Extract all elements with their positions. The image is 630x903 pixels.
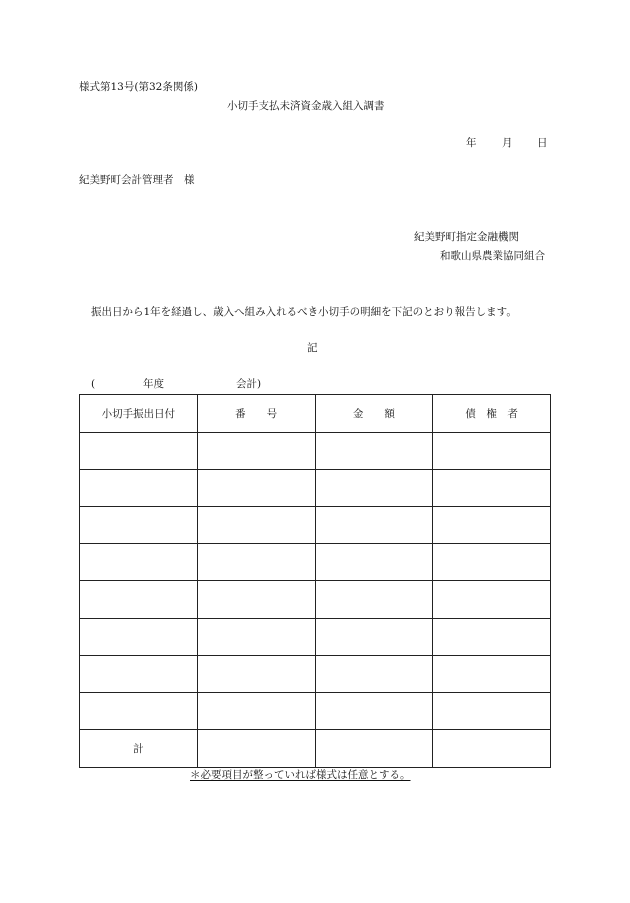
table-cell[interactable] — [80, 433, 198, 470]
form-number: 様式第13号(第32条関係) — [79, 81, 198, 93]
table-cell[interactable] — [80, 507, 198, 544]
table-cell[interactable] — [315, 507, 433, 544]
column-header-creditor: 債 権 者 — [433, 395, 551, 433]
table-cell[interactable] — [197, 655, 315, 692]
table-row — [80, 544, 551, 581]
fiscal-year-label: 年度 — [143, 378, 164, 390]
table-cell[interactable] — [80, 655, 198, 692]
total-cell[interactable] — [315, 729, 433, 767]
date-day-label: 日 — [537, 137, 548, 149]
footnote: ＊必要項目が整っていれば様式は任意とする。 — [190, 769, 411, 781]
table-cell[interactable] — [197, 581, 315, 618]
table-cell[interactable] — [433, 581, 551, 618]
table-cell[interactable] — [433, 618, 551, 655]
table-cell[interactable] — [80, 544, 198, 581]
table-cell[interactable] — [80, 618, 198, 655]
table-row — [80, 507, 551, 544]
body-text: 振出日から1年を経過し、歳入へ組み入れるべき小切手の明細を下記のとおり報告します。 — [91, 306, 517, 318]
table-cell[interactable] — [80, 581, 198, 618]
total-row — [80, 729, 551, 767]
total-cell[interactable] — [433, 729, 551, 767]
table-header-row — [80, 395, 551, 433]
table-cell[interactable] — [433, 507, 551, 544]
table-cell[interactable] — [197, 470, 315, 507]
table-row — [80, 692, 551, 729]
table-cell[interactable] — [197, 618, 315, 655]
table-cell[interactable] — [197, 507, 315, 544]
table-cell[interactable] — [197, 544, 315, 581]
date-year-label: 年 — [466, 137, 477, 149]
table-row — [80, 655, 551, 692]
table-cell[interactable] — [315, 544, 433, 581]
table-cell[interactable] — [315, 618, 433, 655]
table-row — [80, 618, 551, 655]
table-cell[interactable] — [315, 470, 433, 507]
table-row — [80, 581, 551, 618]
total-cell[interactable] — [197, 729, 315, 767]
table-cell[interactable] — [315, 433, 433, 470]
table-row — [80, 470, 551, 507]
column-header-amount: 金 額 — [315, 395, 433, 433]
column-header-number: 番 号 — [197, 395, 315, 433]
document-title: 小切手支払未済資金歳入組入調書 — [227, 100, 385, 112]
fiscal-account-label: 会計) — [236, 378, 262, 390]
table-cell[interactable] — [80, 692, 198, 729]
ki-heading: 記 — [307, 342, 318, 354]
table-cell[interactable] — [315, 655, 433, 692]
total-label: 計 — [80, 729, 198, 767]
table-cell[interactable] — [197, 433, 315, 470]
column-header-issue-date: 小切手振出日付 — [80, 395, 198, 433]
date-month-label: 月 — [502, 137, 513, 149]
table-cell[interactable] — [315, 581, 433, 618]
sender-line-1: 紀美野町指定金融機関 — [414, 231, 519, 243]
table-cell[interactable] — [433, 544, 551, 581]
table-row — [80, 433, 551, 470]
fiscal-open-paren: ( — [91, 378, 96, 390]
sender-line-2: 和歌山県農業協同組合 — [440, 250, 545, 262]
table-cell[interactable] — [80, 470, 198, 507]
addressee: 紀美野町会計管理者 様 — [79, 174, 195, 186]
statement-table — [79, 394, 551, 768]
table-cell[interactable] — [197, 692, 315, 729]
table-cell[interactable] — [433, 655, 551, 692]
table-cell[interactable] — [433, 470, 551, 507]
table-cell[interactable] — [433, 433, 551, 470]
table-cell[interactable] — [315, 692, 433, 729]
table-cell[interactable] — [433, 692, 551, 729]
